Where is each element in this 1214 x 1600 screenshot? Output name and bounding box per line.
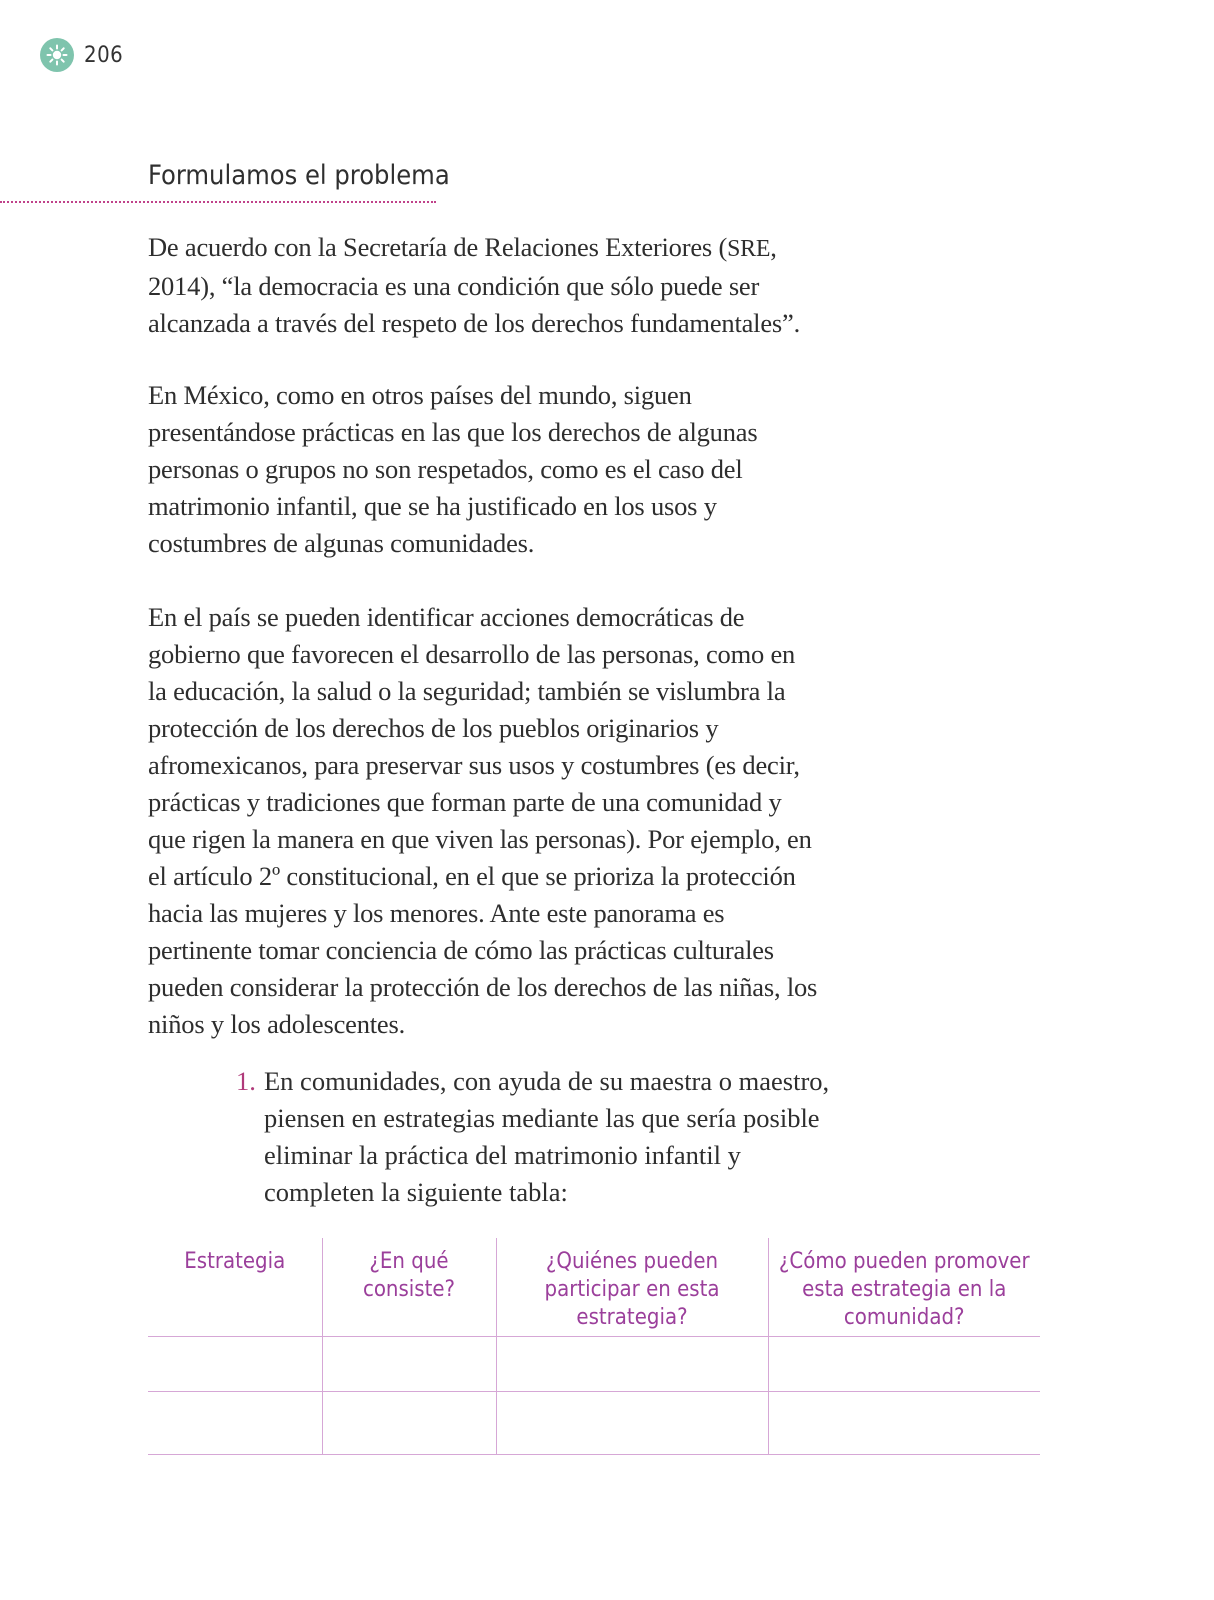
section-title: Formulamos el problema — [148, 160, 450, 191]
header-what-is-it: ¿En qué consiste? — [322, 1238, 496, 1337]
paragraph-1-part-b: , 2014), “la democracia es una condición que sólo puede ser alcanzada a través del respeto de los derechos fundamentales”. — [148, 232, 800, 338]
sun-icon — [40, 38, 74, 72]
table-cell[interactable] — [322, 1337, 496, 1392]
title-divider — [0, 201, 436, 203]
table-cell[interactable] — [768, 1392, 1040, 1455]
table-cell[interactable] — [322, 1392, 496, 1455]
paragraph-1-abbreviation: SRE — [727, 236, 771, 262]
paragraph-1 — [148, 229, 808, 342]
table-cell[interactable] — [768, 1337, 1040, 1392]
table-cell[interactable] — [148, 1337, 322, 1392]
page-number-area — [40, 38, 123, 72]
paragraph-1-part-a: De acuerdo con la Secretaría de Relaciones Exteriores ( — [148, 232, 728, 262]
table-cell[interactable] — [496, 1392, 768, 1455]
paragraph-2: En México, como en otros países del mundo, siguen presentándose prácticas en las que los derechos de algunas personas o grupos no son respetados, como es el caso del matrimonio infantil, que se ha justificado en los usos y costumbres de algunas comunidades. — [148, 380, 758, 558]
header-how-to-promote: ¿Cómo pueden promover esta estrategia en la comunidad? — [768, 1238, 1040, 1337]
table-cell[interactable] — [148, 1392, 322, 1455]
page-number: 206 — [84, 42, 124, 68]
header-who-participates: ¿Quiénes pueden participar en esta estrategia? — [496, 1238, 768, 1337]
activity-number: 1. — [236, 1066, 256, 1096]
table-row — [148, 1337, 1040, 1392]
strategy-table — [148, 1238, 1040, 1455]
table-header-row — [148, 1238, 1040, 1337]
activity-text: En comunidades, con ayuda de su maestra o maestro, piensen en estrategias mediante las que sería posible eliminar la práctica del matrimonio infantil y completen la siguiente tabla: — [264, 1066, 830, 1207]
header-strategy: Estrategia — [148, 1238, 322, 1337]
table-row — [148, 1392, 1040, 1455]
activity-item — [236, 1063, 856, 1211]
table-cell[interactable] — [496, 1337, 768, 1392]
paragraph-3: En el país se pueden identificar acciones democráticas de gobierno que favorecen el desarrollo de las personas, como en la educación, la salud o la seguridad; también se vislumbra la protección de los derechos de los pueblos originarios y afromexicanos, para preservar sus usos y costumbres (es decir, prácticas y tradiciones que forman parte de una comunidad y que rigen la manera en que viven las personas). Por ejemplo, en el artículo 2º constitucional, en el que se prioriza la protección hacia las mujeres y los menores. Ante este panorama es pertinente tomar conciencia de cómo las prácticas culturales pueden considerar la protección de los derechos de las niñas, los niños y los adolescentes. — [148, 602, 818, 1039]
